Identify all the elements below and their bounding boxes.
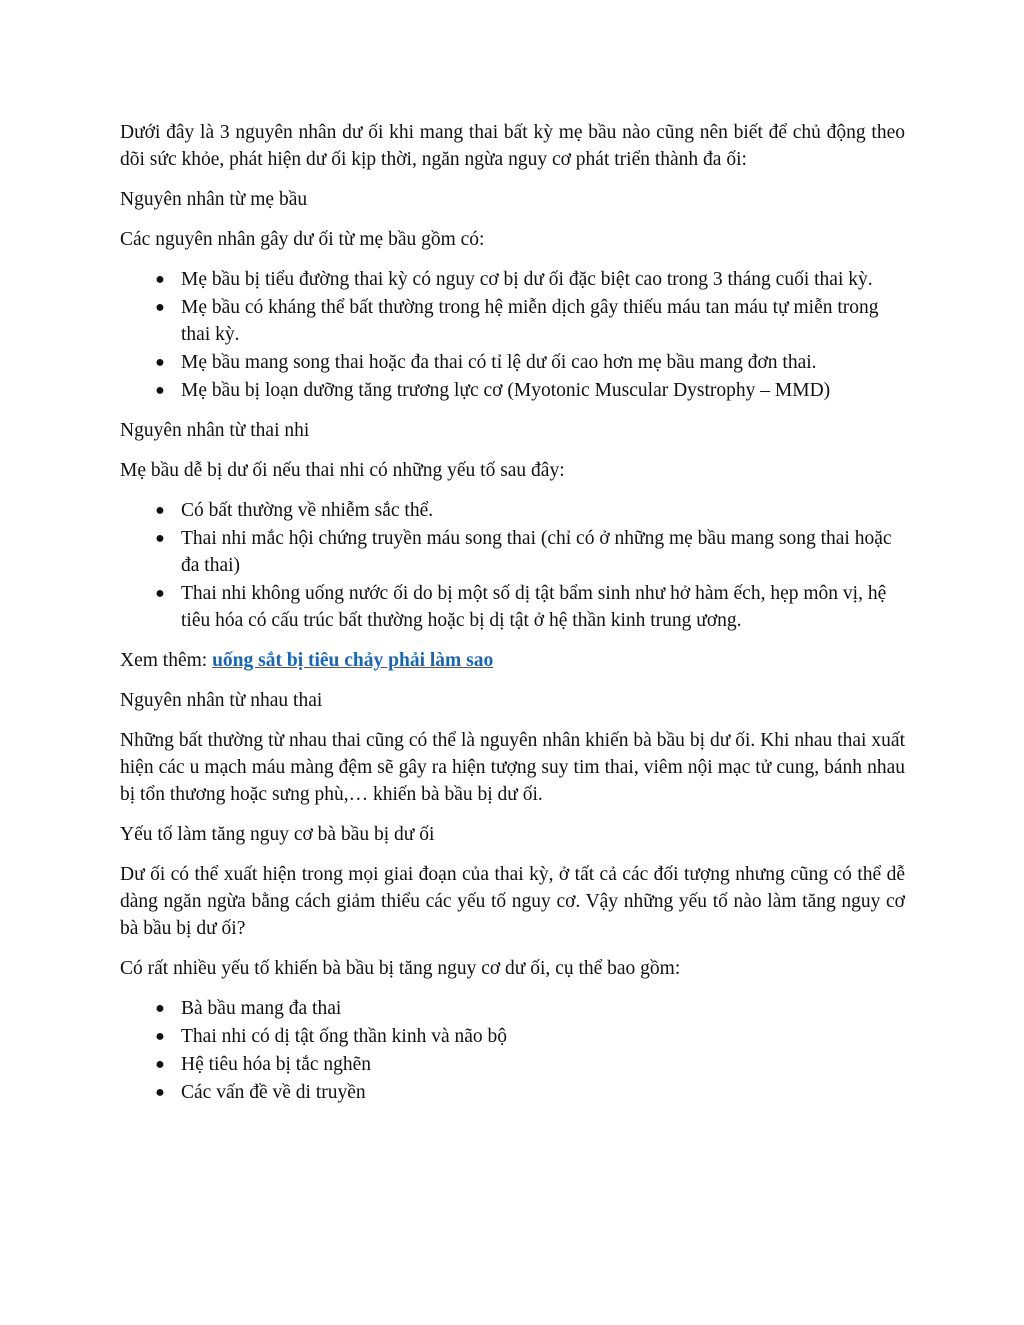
bullet-icon: ● <box>155 1028 165 1045</box>
list-risk-factors <box>120 995 905 1106</box>
heading-placenta-causes: Nguyên nhân từ nhau thai <box>120 690 323 711</box>
bullet-icon: ● <box>155 299 165 316</box>
list-item <box>120 294 905 348</box>
list-item-text: Mẹ bầu mang song thai hoặc đa thai có tỉ lệ dư ối cao hơn mẹ bầu mang đơn thai. <box>181 352 817 373</box>
list-item <box>120 1051 905 1078</box>
list-item-text: Thai nhi có dị tật ống thần kinh và não bộ <box>181 1026 508 1047</box>
document-page <box>120 119 905 1119</box>
list-item-text: Thai nhi mắc hội chứng truyền máu song thai (chỉ có ở những mẹ bầu mang song thai hoặc đa thai) <box>181 528 892 576</box>
bullet-icon: ● <box>155 1000 165 1017</box>
list-item-text: Mẹ bầu bị loạn dưỡng tăng trương lực cơ (Myotonic Muscular Dystrophy – MMD) <box>181 380 831 401</box>
list-mother-causes <box>120 266 905 404</box>
see-more-label: Xem thêm: <box>120 650 213 671</box>
list-item <box>120 995 905 1022</box>
list-item <box>120 525 905 579</box>
list-item-text: Mẹ bầu bị tiểu đường thai kỳ có nguy cơ bị dư ối đặc biệt cao trong 3 tháng cuối thai kỳ. <box>181 269 873 290</box>
body-placenta-causes: Những bất thường từ nhau thai cũng có thể là nguyên nhân khiến bà bầu bị dư ối. Khi nhau thai xuất hiện các u mạch máu màng đệm sẽ gây ra hiện tượng suy tim thai, viêm nội mạc tử cung, bánh nhau bị tổn thương hoặc sưng phù,… khiến bà bầu bị dư ối. <box>120 730 905 805</box>
list-item-text: Có bất thường về nhiễm sắc thể. <box>181 500 434 521</box>
heading-risk-factors: Yếu tố làm tăng nguy cơ bà bầu bị dư ối <box>120 824 435 845</box>
bullet-icon: ● <box>155 502 165 519</box>
list-item-text: Mẹ bầu có kháng thể bất thường trong hệ miễn dịch gây thiếu máu tan máu tự miễn trong thai kỳ. <box>181 297 879 345</box>
intro-paragraph: Dưới đây là 3 nguyên nhân dư ối khi mang thai bất kỳ mẹ bầu nào cũng nên biết để chủ động theo dõi sức khỏe, phát hiện dư ối kịp thời, ngăn ngừa nguy cơ phát triển thành đa ối: <box>120 122 905 170</box>
bullet-icon: ● <box>155 585 165 602</box>
list-item-text: Bà bầu mang đa thai <box>181 998 342 1019</box>
heading-fetus-causes: Nguyên nhân từ thai nhi <box>120 420 310 441</box>
bullet-icon: ● <box>155 1056 165 1073</box>
list-item <box>120 1079 905 1106</box>
lead-fetus-causes: Mẹ bầu dễ bị dư ối nếu thai nhi có những yếu tố sau đây: <box>120 460 565 481</box>
list-item <box>120 497 905 524</box>
list-item <box>120 377 905 404</box>
lead-mother-causes: Các nguyên nhân gây dư ối từ mẹ bầu gồm có: <box>120 229 485 250</box>
bullet-icon: ● <box>155 271 165 288</box>
see-more-link[interactable]: uống sắt bị tiêu chảy phải làm sao <box>212 650 494 671</box>
bullet-icon: ● <box>155 382 165 399</box>
list-item <box>120 266 905 293</box>
list-item <box>120 349 905 376</box>
list-fetus-causes <box>120 497 905 634</box>
list-item-text: Hệ tiêu hóa bị tắc nghẽn <box>181 1054 372 1075</box>
list-item-text: Thai nhi không uống nước ối do bị một số dị tật bẩm sinh như hở hàm ếch, hẹp môn vị, hệ tiêu hóa có cấu trúc bất thường hoặc bị dị tật ở hệ thần kinh trung ương. <box>181 583 887 631</box>
heading-mother-causes: Nguyên nhân từ mẹ bầu <box>120 189 308 210</box>
list-item-text: Các vấn đề về di truyền <box>181 1082 366 1103</box>
see-more-line <box>120 647 905 674</box>
lead-risk-factors: Có rất nhiều yếu tố khiến bà bầu bị tăng nguy cơ dư ối, cụ thể bao gồm: <box>120 958 681 979</box>
list-item <box>120 580 905 634</box>
bullet-icon: ● <box>155 1084 165 1101</box>
bullet-icon: ● <box>155 530 165 547</box>
list-item <box>120 1023 905 1050</box>
bullet-icon: ● <box>155 354 165 371</box>
body-risk-factors: Dư ối có thể xuất hiện trong mọi giai đoạn của thai kỳ, ở tất cả các đối tượng nhưng cũng có thể dễ dàng ngăn ngừa bằng cách giảm thiểu các yếu tố nguy cơ. Vậy những yếu tố nào làm tăng nguy cơ bà bầu bị dư ối? <box>120 864 905 939</box>
